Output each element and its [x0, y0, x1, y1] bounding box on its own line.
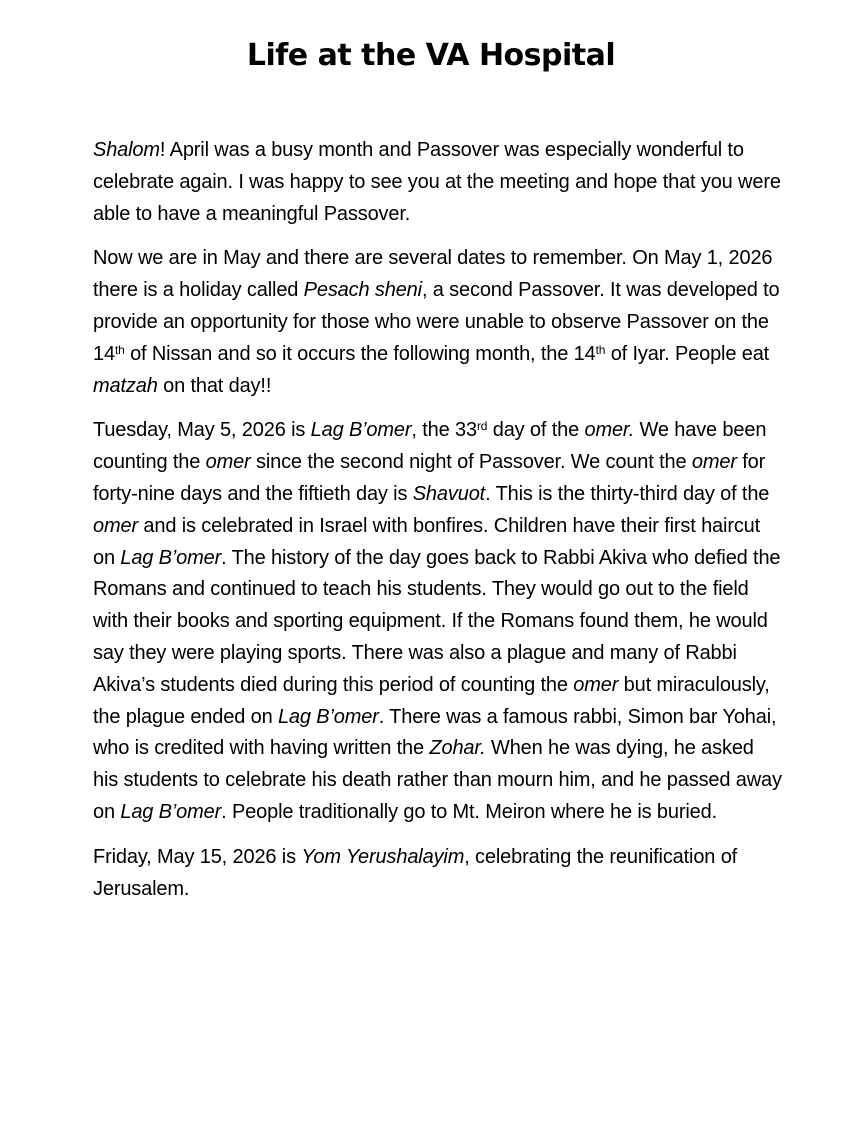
text-run: Tuesday, May 5, 2026 is: [93, 419, 311, 442]
italic-text: Yom Yerushalayim: [301, 845, 465, 868]
italic-text: omer: [573, 673, 619, 696]
text-run: . The history of the day goes back to Rabbi Akiva who defied the Romans and continued to teach his students. They would go out to the field with their books and sporting equipment. If the Romans found them, he would say they were playing sports. There was also a plague and many of Rabbi Akiva’s students died during this period of counting the: [93, 546, 781, 696]
document-body: [93, 135, 783, 918]
text-run: ! April was a busy month and Passover was especially wonderful to celebrate again. I was happy to see you at the meeting and hope that you were able to have a meaningful Passover.: [93, 139, 781, 225]
paragraph-lag-bomer: [93, 415, 783, 828]
text-run: of Nissan and so it occurs the following month, the 14: [124, 342, 596, 365]
superscript: th: [114, 342, 125, 357]
paragraph-yom-yerushalayim: [93, 842, 783, 906]
italic-text: matzah: [93, 374, 158, 397]
text-run: , the 33: [411, 419, 477, 442]
text-run: day of the: [487, 419, 585, 442]
text-run: , celebrating the reunification of Jerusalem.: [93, 845, 738, 900]
italic-text: omer: [205, 451, 251, 474]
text-run: since the second night of Passover. We count the: [250, 451, 692, 474]
text-run: of Iyar. People eat: [605, 342, 770, 365]
italic-text: Lag B’omer: [120, 546, 222, 569]
text-run: We have been counting the: [93, 419, 767, 474]
text-run: and is celebrated in Israel with bonfires. Children have their first haircut on: [93, 514, 761, 569]
page-title: Life at the VA Hospital: [246, 38, 616, 73]
paragraph-pesach-sheni: [93, 243, 783, 402]
superscript: th: [595, 342, 606, 357]
italic-text: Shalom: [93, 139, 160, 161]
text-run: . People traditionally go to Mt. Meiron where he is buried.: [221, 800, 717, 823]
paragraph-shalom: [93, 135, 783, 230]
text-run: . This is the thirty-third day of the: [485, 482, 770, 505]
text-run: but miraculously, the plague ended on: [93, 673, 770, 728]
superscript: rd: [476, 419, 488, 434]
italic-text: Pesach sheni: [303, 279, 422, 302]
text-run: for forty-nine days and the fiftieth day is: [93, 451, 766, 505]
italic-text: omer.: [584, 419, 635, 442]
italic-text: Lag B’omer: [310, 419, 412, 442]
text-run: . There was a famous rabbi, Simon bar Yohai, who is credited with having written the: [93, 705, 777, 760]
italic-text: Shavuot: [412, 482, 486, 505]
italic-text: Zohar.: [429, 737, 486, 760]
text-run: Now we are in May and there are several dates to remember. On May 1, 2026 there is a holiday called: [93, 247, 773, 302]
text-run: on that day!!: [157, 374, 272, 397]
italic-text: Lag B’omer: [277, 705, 379, 728]
italic-text: Lag B’omer: [120, 800, 222, 823]
text-run: , a second Passover. It was developed to provide an opportunity for those who were unable to observe Passover on the 14: [93, 279, 780, 365]
text-run: Friday, May 15, 2026 is: [93, 845, 302, 868]
italic-text: omer: [691, 451, 737, 474]
italic-text: omer: [93, 514, 138, 537]
text-run: When he was dying, he asked his students to celebrate his death rather than mourn him, and he passed away on: [93, 737, 782, 823]
